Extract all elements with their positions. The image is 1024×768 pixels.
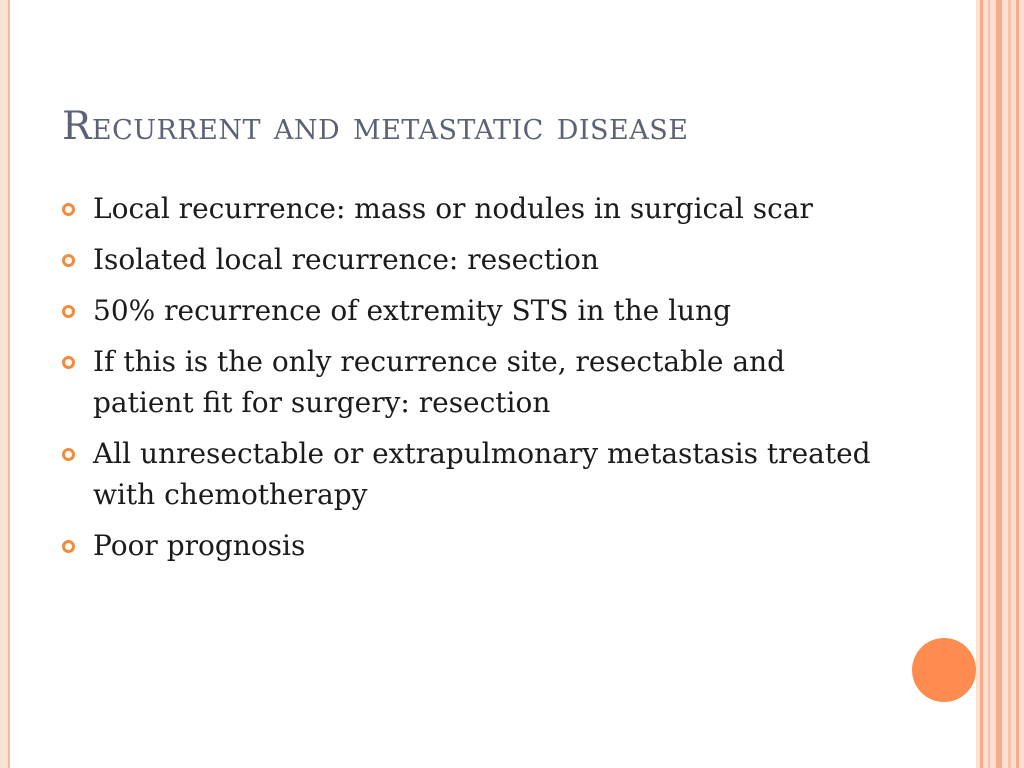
bullet-item (62, 239, 892, 280)
circle-bullet-icon (62, 448, 75, 461)
bullet-text: All unresectable or extrapulmonary metastasis treated with chemotherapy (93, 437, 871, 511)
bullet-item (62, 525, 892, 566)
right-border-stripe (1008, 0, 1011, 768)
accent-circle-decoration (912, 638, 976, 702)
right-border-stripe (988, 0, 990, 768)
right-border-stripe (1016, 0, 1019, 768)
bullet-text: Poor prognosis (93, 529, 306, 562)
slide-title: Recurrent and metastatic disease (62, 104, 689, 149)
bullet-list (62, 188, 892, 576)
circle-bullet-icon (62, 254, 75, 267)
bullet-item (62, 341, 892, 423)
bullet-item (62, 433, 892, 515)
bullet-text: If this is the only recurrence site, resectable and patient fit for surgery: resection (93, 345, 786, 419)
left-border-line (8, 0, 10, 768)
right-border-stripe (996, 0, 1002, 768)
circle-bullet-icon (62, 356, 75, 369)
bullet-text: Local recurrence: mass or nodules in surgical scar (93, 192, 813, 225)
bullet-item (62, 188, 892, 229)
circle-bullet-icon (62, 305, 75, 318)
circle-bullet-icon (62, 203, 75, 216)
right-border-stripe (980, 0, 983, 768)
left-border-decoration (0, 0, 8, 768)
bullet-item (62, 290, 892, 331)
bullet-text: Isolated local recurrence: resection (93, 243, 599, 276)
circle-bullet-icon (62, 540, 75, 553)
bullet-text: 50% recurrence of extremity STS in the lung (93, 294, 732, 327)
